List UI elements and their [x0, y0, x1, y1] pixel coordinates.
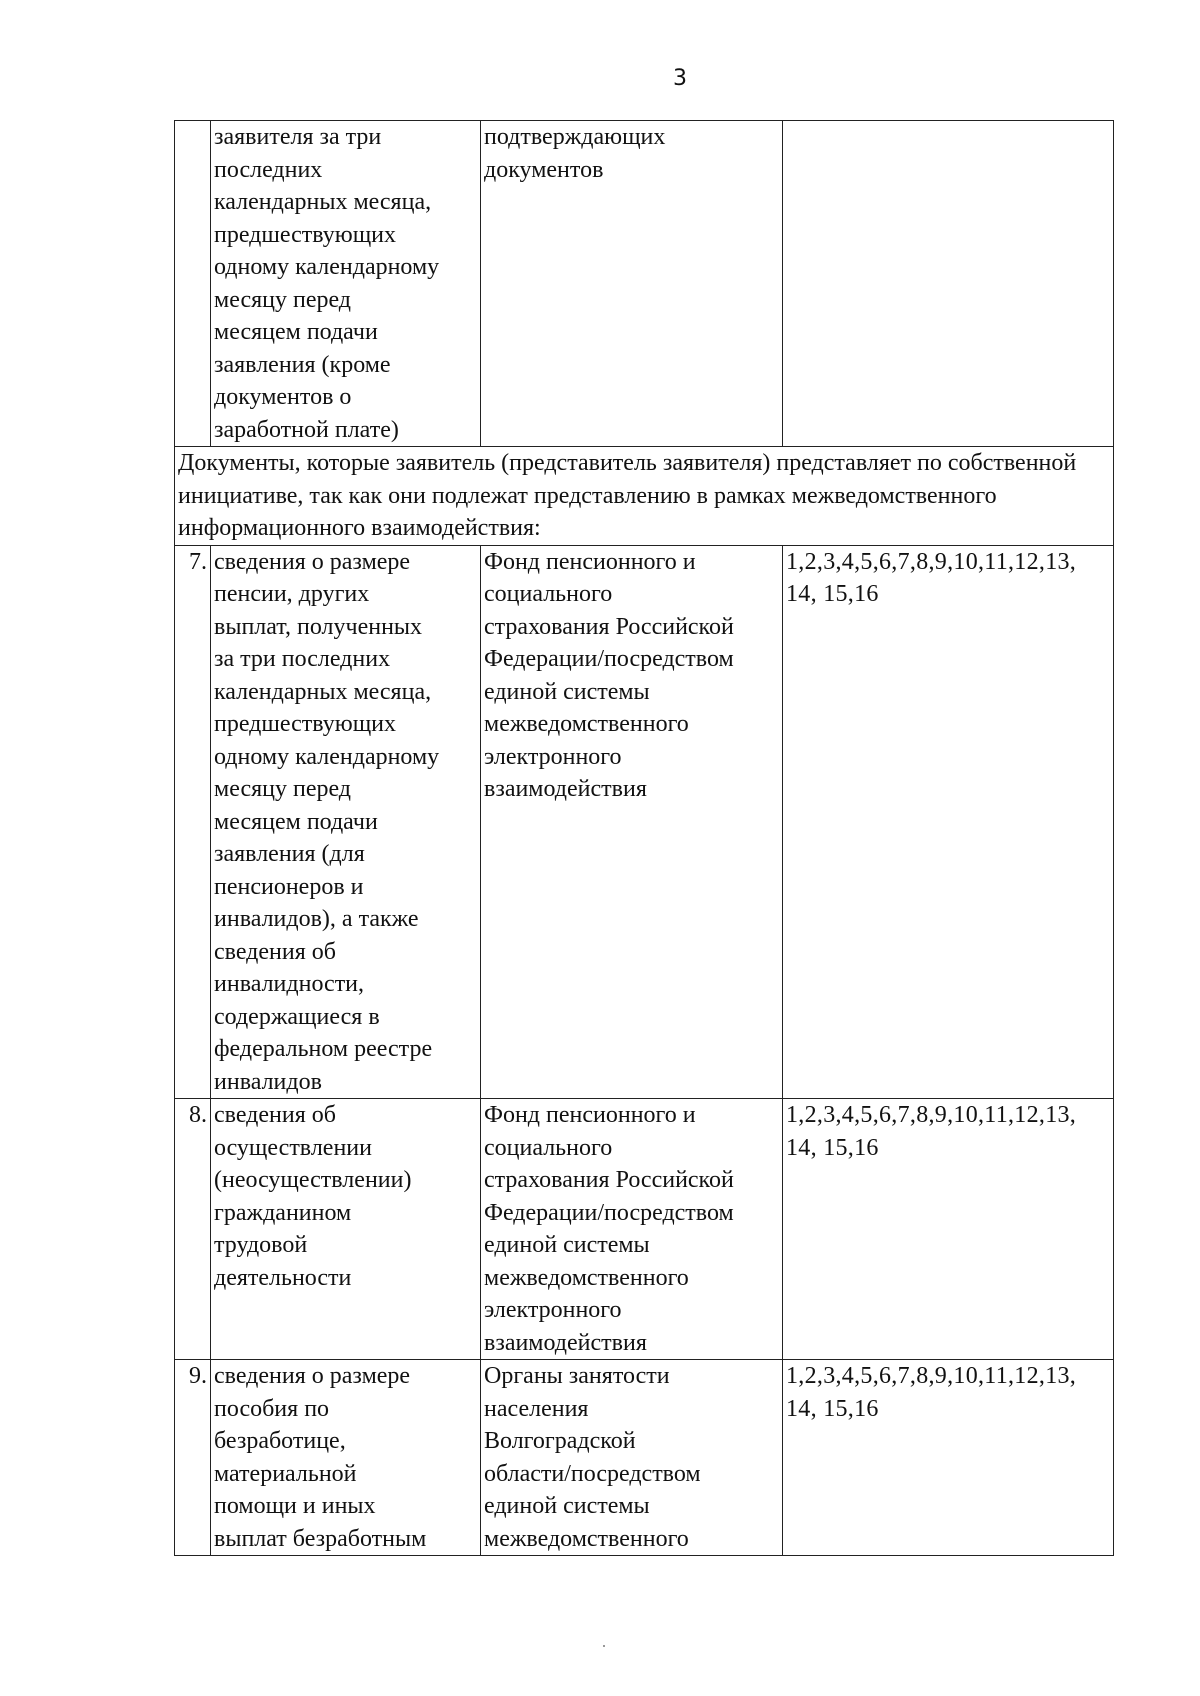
row-number-cell: 8. — [175, 1099, 211, 1360]
table-row — [175, 1360, 1114, 1556]
document-name: заявителя за три последних календарных месяца, предшествующих одному календарному месяцу перед месяцем подачи заявления (кроме документов о заработной плате) — [214, 124, 440, 443]
table-row — [175, 545, 1114, 1099]
document-name-cell — [211, 1099, 481, 1360]
document-source-cell — [481, 545, 783, 1099]
documents-table — [174, 120, 1114, 1556]
categories: 1,2,3,4,5,6,7,8,9,10,11,12,13, 14, 15,16 — [786, 548, 1077, 607]
document-source-cell — [481, 121, 783, 447]
section-heading: Документы, которые заявитель (представитель заявителя) представляет по собственной инициативе, так как они подлежат представлению в рамках межведомственного информационного взаимодействия: — [175, 447, 1114, 546]
document-name-cell — [211, 1360, 481, 1556]
document-name-cell — [211, 545, 481, 1099]
document-name: сведения о размере пенсии, других выплат, полученных за три последних календарных месяца, предшествующих одному календарному месяцу перед месяцем подачи заявления (для пенсионеров и инвалидов), а также сведения об инвалидности, содержащиеся в федеральном реестре инвалидов — [214, 548, 440, 1095]
table-row-continuation — [175, 121, 1114, 447]
categories: 1,2,3,4,5,6,7,8,9,10,11,12,13, 14, 15,16 — [786, 1363, 1077, 1422]
categories-cell — [783, 1099, 1114, 1360]
document-source: Органы занятости населения Волгоградской области/посредством единой системы межведомственного — [484, 1363, 701, 1552]
row-number-cell: 9. — [175, 1360, 211, 1556]
row-number-cell: 7. — [175, 545, 211, 1099]
categories-cell — [783, 1360, 1114, 1556]
document-source: подтверждающих документов — [484, 124, 666, 183]
document-name: сведения о размере пособия по безработице, материальной помощи и иных выплат безработным — [214, 1363, 427, 1552]
document-name-cell — [211, 121, 481, 447]
document-name: сведения об осуществлении (неосуществлении) гражданином трудовой деятельности — [214, 1102, 412, 1291]
document-source: Фонд пенсионного и социального страхования Российской Федерации/посредством единой системы межведомственного электронного взаимодействия — [484, 548, 734, 802]
document-source-cell — [481, 1099, 783, 1360]
scan-artifact — [603, 1645, 605, 1647]
row-number-cell — [175, 121, 211, 447]
document-source-cell — [481, 1360, 783, 1556]
page-number: 3 — [673, 66, 687, 91]
document-source: Фонд пенсионного и социального страхования Российской Федерации/посредством единой системы межведомственного электронного взаимодействия — [484, 1102, 734, 1356]
categories-cell — [783, 121, 1114, 447]
categories: 1,2,3,4,5,6,7,8,9,10,11,12,13, 14, 15,16 — [786, 1102, 1077, 1161]
categories-cell — [783, 545, 1114, 1099]
section-heading-row — [175, 447, 1114, 546]
table-row — [175, 1099, 1114, 1360]
